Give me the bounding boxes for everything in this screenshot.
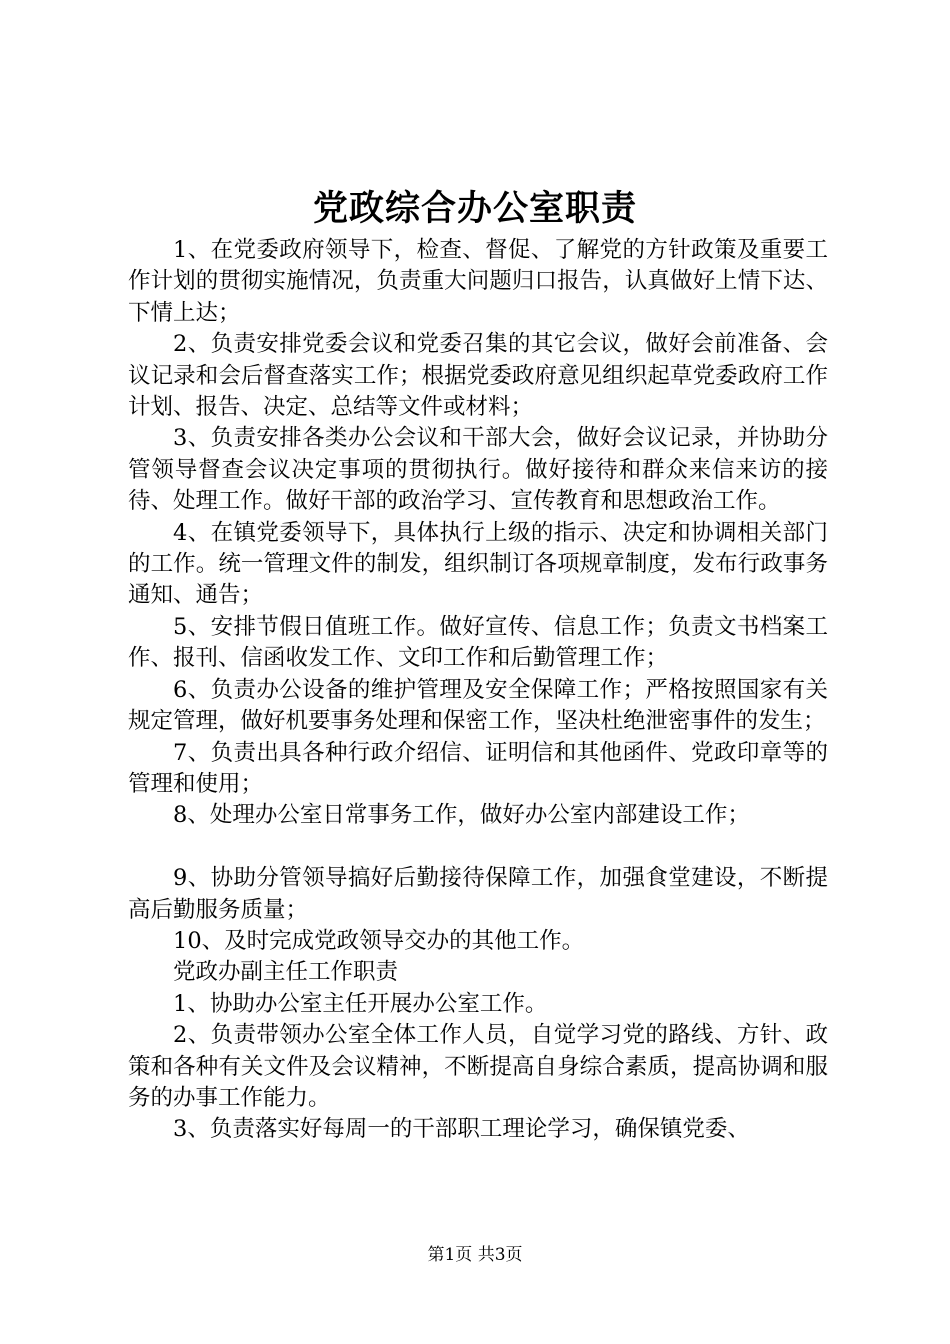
paragraph-10: 10、及时完成党政领导交办的其他工作。 xyxy=(173,927,585,954)
paragraph-1: 1、在党委政府领导下，检查、督促、了解党的方针政策及重要工作计划的贯彻实施情况，负责重大问题归口报告，认真做好上情下达、下情上达； xyxy=(128,237,828,326)
blank-line xyxy=(128,832,828,863)
paragraph-7: 7、负责出具各种行政介绍信、证明信和其他函件、党政印章等的管理和使用； xyxy=(128,739,828,797)
section-heading-deputy-director: 党政办副主任工作职责 xyxy=(173,959,399,986)
deputy-duty-1: 1、协助办公室主任开展办公室工作。 xyxy=(173,990,548,1017)
deputy-duty-3: 3、负责落实好每周一的干部职工理论学习，确保镇党委、 xyxy=(173,1116,750,1143)
document-body xyxy=(128,235,828,1146)
paragraph-2: 2、负责安排党委会议和党委召集的其它会议，做好会前准备、会议记录和会后督查落实工作；根据党委政府意见组织起草党委政府工作计划、报告、决定、总结等文件或材料； xyxy=(128,331,828,421)
paragraph-9: 9、协助分管领导搞好后勤接待保障工作，加强食堂建设，不断提高后勤服务质量； xyxy=(128,865,828,923)
paragraph-3: 3、负责安排各类办公会议和干部大会，做好会议记录，并协助分管领导督查会议决定事项的贯彻执行。做好接待和群众来信来访的接待、处理工作。做好干部的政治学习、宣传教育和思想政治工作。 xyxy=(128,425,828,515)
paragraph-5: 5、安排节假日值班工作。做好宣传、信息工作；负责文书档案工作、报刊、信函收发工作、文印工作和后勤管理工作； xyxy=(128,613,828,672)
paragraph-8: 8、处理办公室日常事务工作，做好办公室内部建设工作； xyxy=(173,802,750,829)
page-number-footer: 第1页 共3页 xyxy=(427,1245,523,1265)
document-title: 党政综合办公室职责 xyxy=(312,188,637,229)
paragraph-6: 6、负责办公设备的维护管理及安全保障工作；严格按照国家有关规定管理，做好机要事务处理和保密工作，坚决杜绝泄密事件的发生； xyxy=(128,676,828,735)
deputy-duty-2: 2、负责带领办公室全体工作人员，自觉学习党的路线、方针、政策和各种有关文件及会议精神，不断提高自身综合素质，提高协调和服务的办事工作能力。 xyxy=(128,1022,828,1111)
paragraph-4: 4、在镇党委领导下，具体执行上级的指示、决定和协调相关部门的工作。统一管理文件的制发，组织制订各项规章制度，发布行政事务通知、通告； xyxy=(128,519,828,609)
